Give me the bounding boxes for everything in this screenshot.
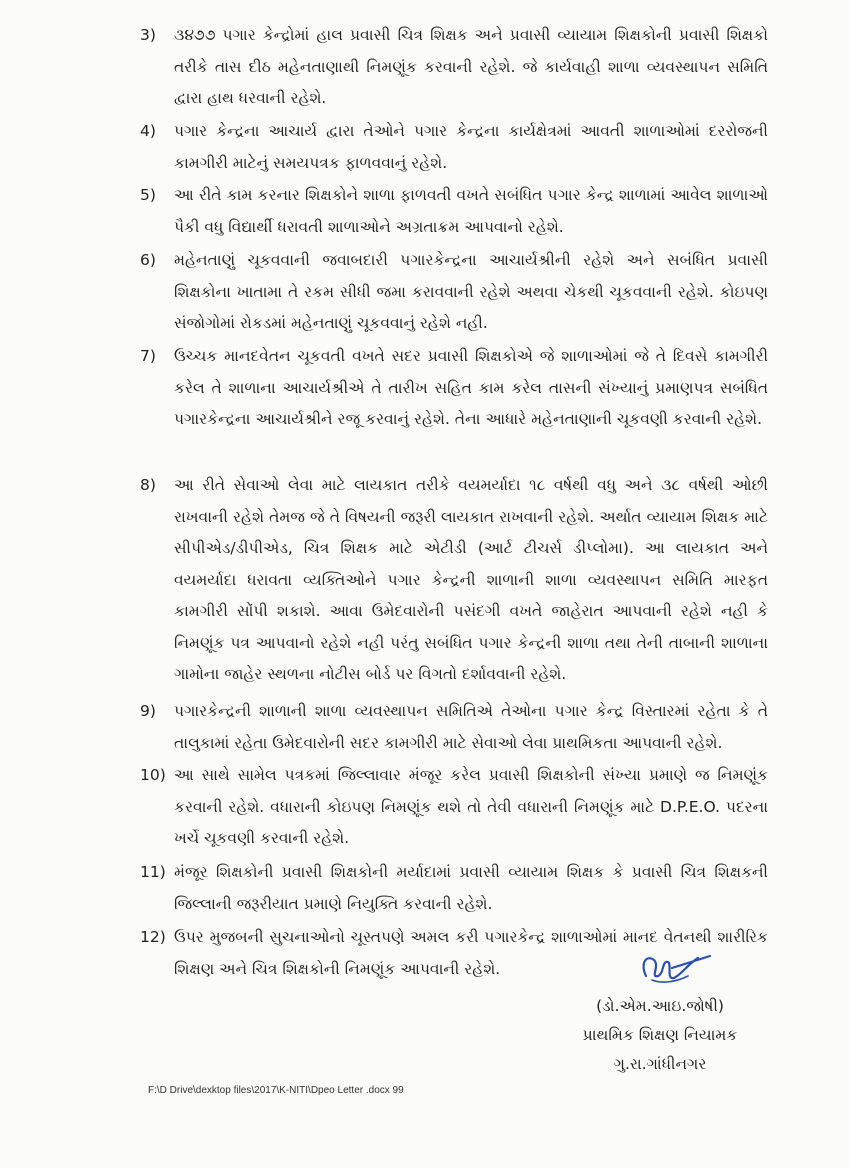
signatory-place: ગુ.રા.ગાંધીનગર	[613, 1055, 707, 1073]
item-text: પગારકેન્દ્રની શાળાની શાળા વ્યવસ્થાપન સમિતિએ તેઓના પગાર કેન્દ્ર વિસ્તારમાં રહેતા કે તે તાલુકામાં રહેતા ઉમેદવારોની સદર કામગીરી માટે સેવાઓ લેવા પ્રાથમિકતા આપવાની રહેશે.	[174, 702, 768, 752]
item-text: ઉચ્ચક માનદવેતન ચૂકવતી વખતે સદર પ્રવાસી શિક્ષકોએ જે શાળાઓમાં જે તે દિવસે કામગીરી કરેલ તે શાળાના આચાર્યશ્રીએ તે તારીખ સહિત કામ કરેલ તાસની સંખ્યાનું પ્રમાણપત્ર સબંધિત પગારકેન્દ્રના આચાર્યશ્રીને રજૂ કરવાનું રહેશે. તેના આધારે મહેનતાણાની ચૂકવણી કરવાની રહેશે.	[174, 347, 768, 428]
item-text: મહેનતાણું ચૂકવવાની જવાબદારી પગારકેન્દ્રના આચાર્યશ્રીની રહેશે અને સબંધિત પ્રવાસી શિક્ષકોના ખાતામા તે રકમ સીધી જમા કરાવવાની રહેશે અથવા ચેકથી ચૂકવવાની રહેશે. કોઇપણ સંજોગોમાં રોકડમાં મહેનતાણું ચૂકવવાનું રહેશે નહી.	[174, 251, 768, 332]
file-path-footer: F:\D Drive\dexktop files\2017\K-NITI\Dpeo Letter .docx 99	[148, 1085, 404, 1096]
list-item-3	[140, 20, 768, 115]
item-number: 8)	[140, 476, 156, 494]
item-number: 9)	[140, 702, 156, 720]
item-number: 4)	[140, 122, 156, 140]
signature-icon	[632, 946, 716, 994]
signature-block	[560, 992, 760, 1079]
item-number: 12)	[140, 928, 166, 946]
signatory-name: (ડો.એમ.આઇ.જોષી)	[596, 997, 724, 1015]
list-item-11	[140, 857, 768, 920]
list-item-10	[140, 760, 768, 855]
item-text: મંજૂર શિક્ષકોની પ્રવાસી શિક્ષકોની મર્યાદામાં પ્રવાસી વ્યાયામ શિક્ષક કે પ્રવાસી ચિત્ર શિક્ષકની જિલ્લાની જરૂરીયાત પ્રમાણે નિયુક્તિ કરવાની રહેશે.	[174, 863, 768, 913]
item-number: 6)	[140, 251, 156, 269]
item-number: 10)	[140, 766, 166, 784]
item-number: 7)	[140, 347, 156, 365]
item-text: આ રીતે કામ કરનાર શિક્ષકોને શાળા ફાળવતી વખતે સબંધિત પગાર કેન્દ્ર શાળામાં આવેલ શાળાઓ પૈકી વધુ વિદ્યાર્થી ધરાવતી શાળાઓને અગ્રતાક્રમ આપવાનો રહેશે.	[174, 186, 768, 236]
item-number: 5)	[140, 186, 156, 204]
item-text: ઉપર મુજબની સુચનાઓનો ચૂસ્તપણે અમલ કરી પગારકેન્દ્ર શાળાઓમાં માનદ વેતનથી શારીરિક શિક્ષણ અને ચિત્ર શિક્ષકોની નિમણૂંક આપવાની રહેશે.	[174, 928, 768, 978]
item-text: પગાર કેન્દ્રના આચાર્ય દ્વારા તેઓને પગાર કેન્દ્રના કાર્યક્ષેત્રમાં આવતી શાળાઓમાં દરરોજની કામગીરી માટેનું સમયપત્રક ફાળવવાનું રહેશે.	[174, 122, 768, 172]
list-item-6	[140, 245, 768, 340]
list-item-4	[140, 116, 768, 179]
signatory-designation: પ્રાથમિક શિક્ષણ નિયામક	[582, 1026, 738, 1044]
list-item-9	[140, 696, 768, 759]
list-item-8	[140, 470, 768, 691]
list-item-5	[140, 180, 768, 243]
item-number: 11)	[140, 863, 166, 881]
item-text: આ સાથે સામેલ પત્રકમાં જિલ્લાવાર મંજૂર કરેલ પ્રવાસી શિક્ષકોની સંખ્યા પ્રમાણે જ નિમણૂંક કરવાની રહેશે. વધારાની કોઇપણ નિમણૂંક થશે તો તેવી વધારાની નિમણૂંક માટે D.P.E.O. પદરના ખર્ચે ચૂકવણી કરવાની રહેશે.	[174, 766, 768, 847]
item-text: ૩૪૭૭ પગાર કેન્દ્રોમાં હાલ પ્રવાસી ચિત્ર શિક્ષક અને પ્રવાસી વ્યાયામ શિક્ષકોની પ્રવાસી શિક્ષકો તરીકે તાસ દીઠ મહેનતાણાથી નિમણૂંક કરવાની રહેશે. જે કાર્યવાહી શાળા વ્યવસ્થાપન સમિતિ દ્વારા હાથ ધરવાની રહેશે.	[174, 26, 768, 107]
list-item-7	[140, 341, 768, 436]
item-text: આ રીતે સેવાઓ લેવા માટે લાયકાત તરીકે વયમર્યાદા ૧૮ વર્ષથી વધુ અને ૩૮ વર્ષથી ઓછી રાખવાની રહેશે તેમજ જે તે વિષયની જરૂરી લાયકાત રાખવાની રહેશે. અર્થાત વ્યાયામ શિક્ષક માટે સીપીએડ/ડીપીએડ, ચિત્ર શિક્ષક માટે એટીડી (આર્ટ ટીચર્સ ડીપ્લોમા). આ લાયકાત અને વયમર્યાદા ધરાવતા વ્યક્તિઓને પગાર કેન્દ્રની શાળાની શાળા વ્યવસ્થાપન સમિતિ મારફત કામગીરી સોંપી શકાશે. આવા ઉમેદવારોની પસંદગી વખતે જાહેરાત આપવાની રહેશે નહી કે નિમણૂંક પત્ર આપવાનો રહેશે નહી પરંતુ સબંધિત પગાર કેન્દ્રની શાળા તથા તેની તાબાની શાળાના ગામોના જાહેર સ્થળના નોટીસ બોર્ડ પર વિગતો દર્શાવવાની રહેશે.	[174, 476, 768, 683]
item-number: 3)	[140, 26, 156, 44]
